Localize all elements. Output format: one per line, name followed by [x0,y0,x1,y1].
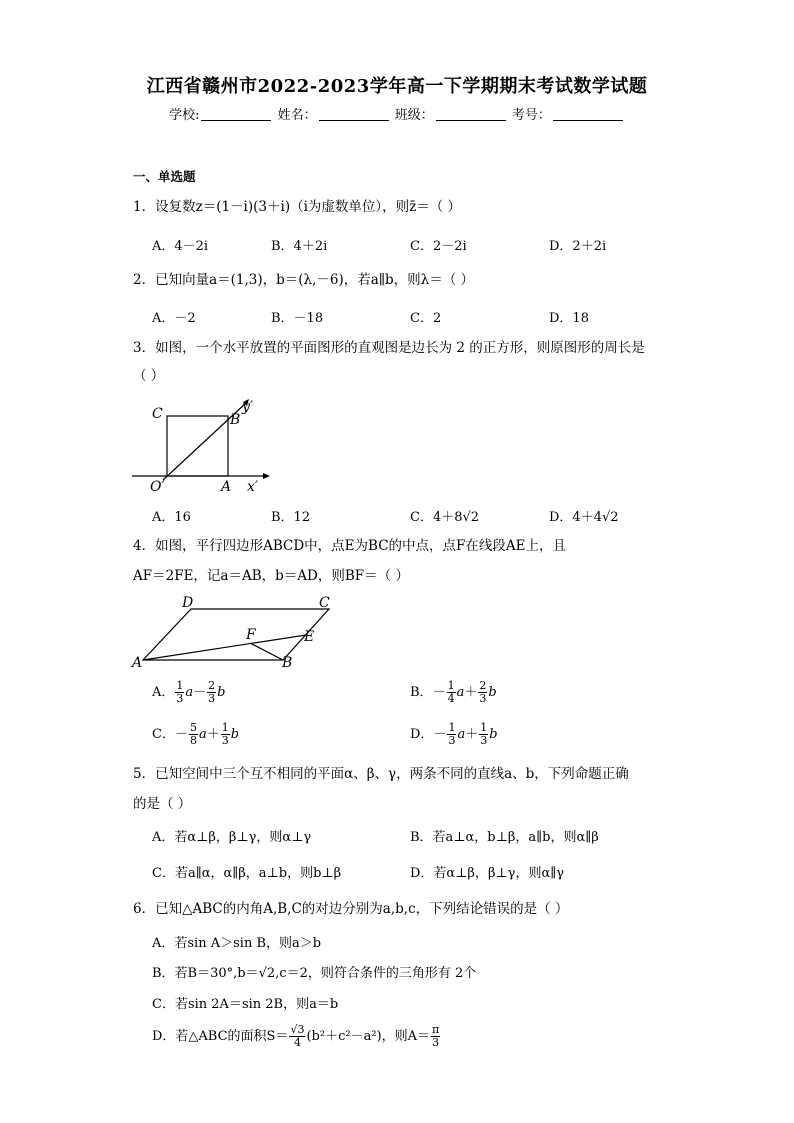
label-y: y′ [242,399,254,415]
name-blank[interactable] [319,108,389,121]
q6-option-c: C．若sin 2A＝sin 2B，则a＝b [152,997,339,1012]
q5-option-d: D．若α⊥β，β⊥γ，则α∥γ [410,866,565,881]
question-5-stem: 5．已知空间中三个互不相同的平面α、β、γ，两条不同的直线a、b，下列命题正确 [133,766,629,782]
label-c: C [319,595,330,611]
q2-option-a: A．－2 [152,311,196,326]
label-a: A [132,655,143,671]
q1-option-c: C．2－2i [410,239,467,254]
q5-option-b: B．若a⊥α，b⊥β，a∥b，则α∥β [410,830,599,845]
question-1-stem: 1．设复数z＝(1－i)(3＋i)（i为虚数单位），则z̄＝（ ） [133,199,462,215]
question-3-stem: 3．如图，一个水平放置的平面图形的直观图是边长为 2 的正方形，则原图形的周长是 [133,340,645,356]
label-x: x′ [247,479,259,495]
section-heading: 一、单选题 [133,169,196,184]
q4-option-a: A． $\frac{1}{3}$ a－ $\frac{2}{3}$ b [152,679,226,705]
class-blank[interactable] [436,108,506,121]
q3-option-c: C．4＋8√2 [410,510,480,525]
q5-option-a: A．若α⊥β，β⊥γ，则α⊥γ [152,830,312,845]
label-d: D [182,595,194,611]
q3-option-a: A．16 [152,510,191,525]
number-label: 考号： [511,108,551,123]
q1-option-d: D．2＋2i [549,239,607,254]
label-c: C [152,406,163,422]
q2-option-d: D．18 [549,311,589,326]
q1-option-a: A．4－2i [152,239,209,254]
q2-option-b: B．－18 [271,311,324,326]
question-5-stem-cont: 的是（ ） [133,796,192,812]
q2-option-c: C．2 [410,311,442,326]
label-b: B [230,412,241,428]
label-o: O′ [150,479,165,495]
school-label: 学校: [169,108,200,123]
page-title: 江西省赣州市2022-2023学年高一下学期期末考试数学试题 [146,76,648,97]
label-a: A [221,479,232,495]
label-e: E [304,629,315,645]
q3-option-d: D．4＋4√2 [549,510,619,525]
label-f: F [246,627,256,643]
q3-figure [130,395,270,495]
segment-bf [250,643,283,660]
number-blank[interactable] [553,108,623,121]
q6-option-a: A．若sin A＞sin B，则a＞b [152,936,322,951]
q4-figure [130,593,340,673]
q3-option-b: B．12 [271,510,311,525]
question-2-stem: 2．已知向量a＝(1,3)，b＝(λ,－6)，若a∥b，则λ＝（ ） [133,272,475,288]
parallelogram [143,609,329,660]
q1-option-b: B．4＋2i [271,239,328,254]
q4-option-d: D．－ $\frac{1}{3}$ a＋ $\frac{1}{3}$ b [410,721,498,747]
student-info [0,104,794,123]
question-6-stem: 6．已知△ABC的内角A,B,C的对边分别为a,b,c，下列结论错误的是（ ） [133,901,569,917]
question-3-stem-cont: （ ） [133,368,165,384]
class-label: 班级： [394,108,434,123]
q5-option-c: C．若a∥α，α∥β，a⊥b，则b⊥β [152,866,342,881]
q6-option-d: D．若△ABC的面积S＝ $\frac{√3}{4}$ (b²＋c²－a²)，则A＝ $\frac{\pi}{3}$ [152,1023,440,1049]
q4-option-b: B．－ $\frac{1}{4}$ a＋ $\frac{2}{3}$ b [410,679,497,705]
name-label: 姓名： [277,108,317,123]
q6-option-b: B．若B＝30°,b＝√2,c＝2，则符合条件的三角形有 2个 [152,966,477,981]
question-4-stem: 4．如图，平行四边形ABCD中，点E为BC的中点，点F在线段AE上，且 [133,538,566,554]
school-blank[interactable] [201,108,271,121]
question-4-stem-cont: AF＝2FE，记a＝AB，b＝AD，则BF＝（ ） [133,568,409,584]
q4-option-c: C．－ $\frac{5}{8}$ a＋ $\frac{1}{3}$ b [152,721,240,747]
label-b: B [282,655,293,671]
x-axis-arrow [263,473,270,479]
